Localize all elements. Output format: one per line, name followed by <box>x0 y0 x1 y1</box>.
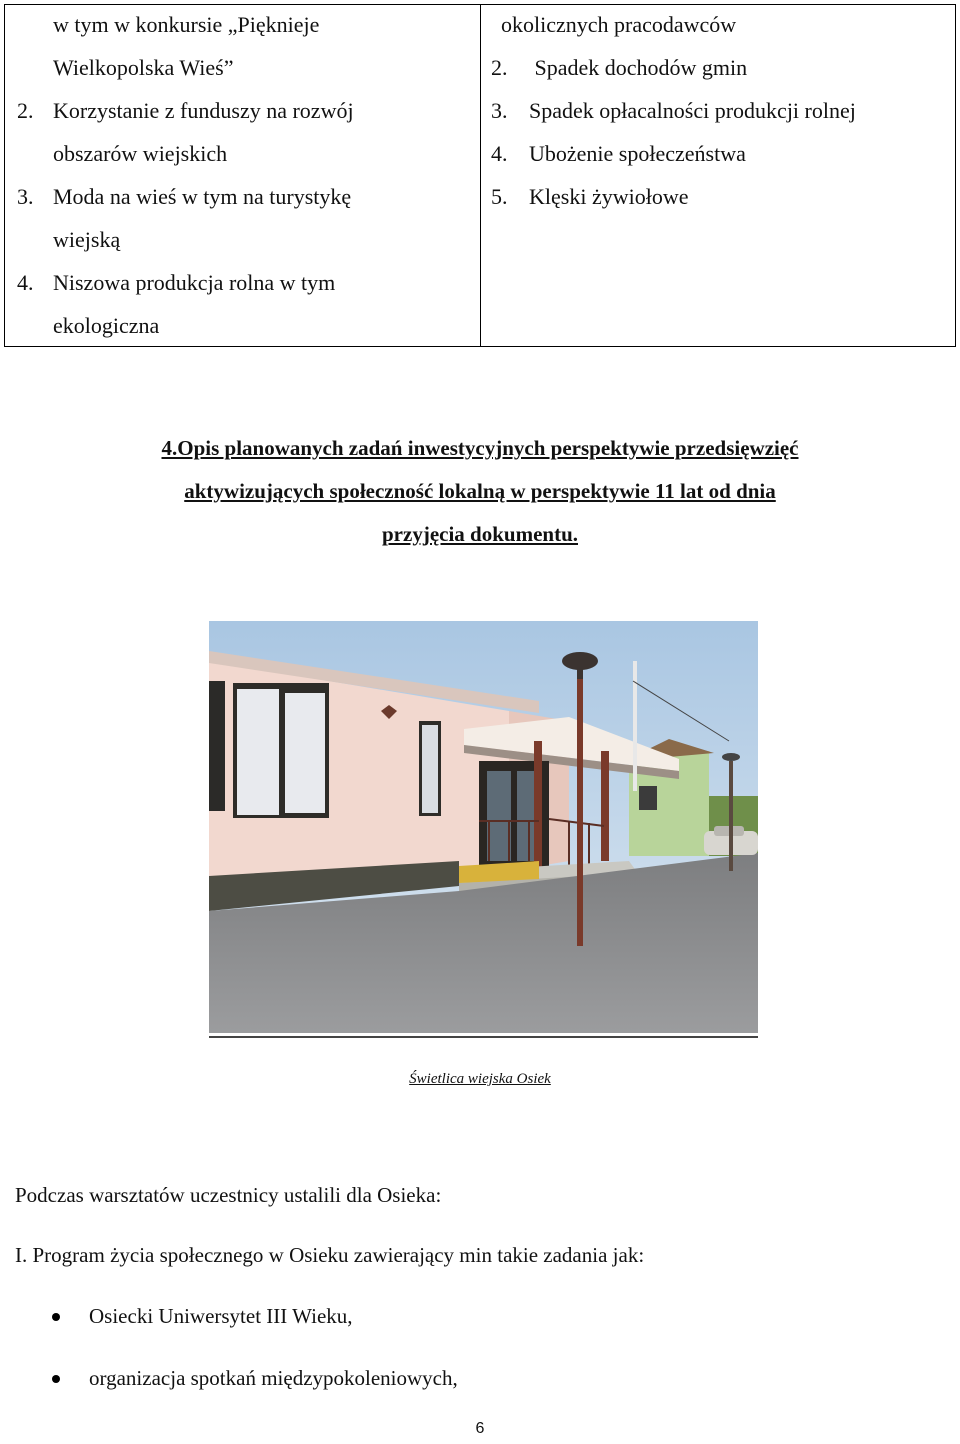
bullet-icon <box>52 1313 60 1321</box>
list-item <box>52 1304 353 1329</box>
list-item <box>52 1366 458 1391</box>
table-column-left <box>5 5 481 346</box>
table-left-line: ekologiczna <box>53 313 160 338</box>
list-number: 3. <box>17 184 34 209</box>
photo-rule <box>209 1036 758 1038</box>
list-text: Spadek dochodów gmin <box>529 55 748 80</box>
list-text: Spadek opłacalności produkcji rolnej <box>529 98 856 123</box>
list-item-text: Osiecki Uniwersytet III Wieku, <box>89 1304 353 1328</box>
page-number: 6 <box>475 1420 485 1437</box>
building-photo <box>209 621 758 1033</box>
list-number: 3. <box>491 98 508 123</box>
list-item-text: organizacja spotkań międzypokoleniowych, <box>89 1366 458 1390</box>
list-number: 4. <box>17 270 34 295</box>
section-heading-line-3: przyjęcia dokumentu. <box>382 522 578 546</box>
table-left-line: Wielkopolska Wieś” <box>53 55 234 80</box>
list-text: Moda na wieś w tym na turystykę <box>53 184 352 209</box>
program-paragraph: I. Program życia społecznego w Osieku zawierający min takie zadania jak: <box>15 1243 645 1267</box>
table-left-line: obszarów wiejskich <box>53 141 228 166</box>
table-right-line: okolicznych pracodawców <box>501 12 737 37</box>
list-number: 4. <box>491 141 508 166</box>
list-number: 2. <box>17 98 34 123</box>
list-text: Korzystanie z funduszy na rozwój <box>53 98 354 123</box>
table <box>4 4 956 347</box>
list-text: Niszowa produkcja rolna w tym <box>53 270 336 295</box>
photo-caption: Świetlica wiejska Osiek <box>409 1071 551 1087</box>
table-left-line: w tym w konkursie „Pięknieje <box>53 12 320 37</box>
list-text: Klęski żywiołowe <box>529 184 689 209</box>
list-number: 2. <box>491 55 508 80</box>
intro-paragraph: Podczas warsztatów uczestnicy ustalili dla Osieka: <box>15 1183 442 1207</box>
section-heading-line-1: 4.Opis planowanych zadań inwestycyjnych perspektywie przedsięwzięć <box>161 436 799 460</box>
list-text: Ubożenie społeczeństwa <box>529 141 746 166</box>
bullet-icon <box>52 1375 60 1383</box>
table-left-line: wiejską <box>53 227 121 252</box>
table-column-right <box>481 5 955 346</box>
section-heading-line-2: aktywizujących społeczność lokalną w perspektywie 11 lat od dnia <box>184 479 776 503</box>
list-number: 5. <box>491 184 508 209</box>
